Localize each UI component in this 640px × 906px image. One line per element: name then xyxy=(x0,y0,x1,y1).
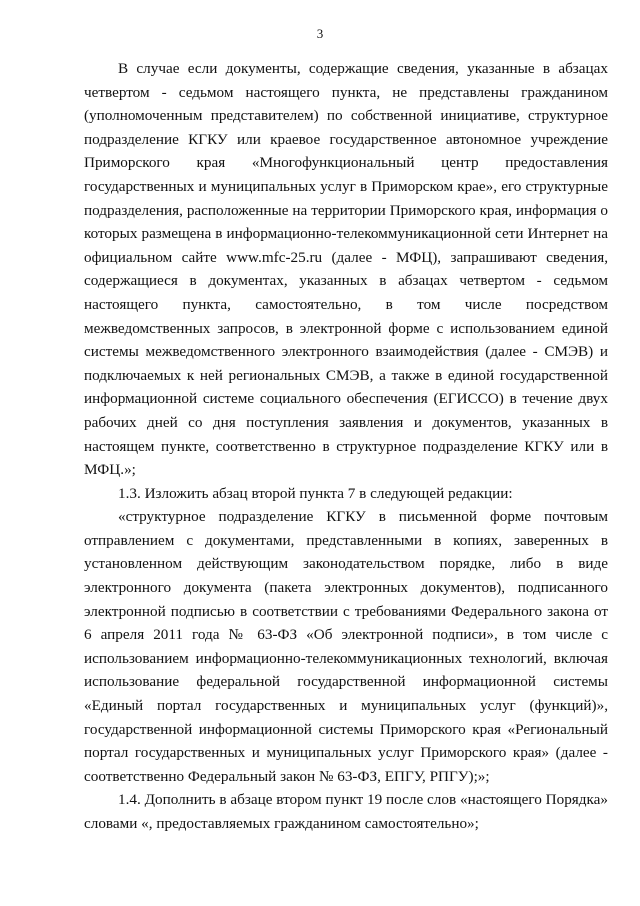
paragraph-mfc-request: В случае если документы, содержащие сведения, указанные в абзацах четвертом - седьмом настоящего пункта, не представлены гражданином (уполномоченным представителем) по собственной инициативе, структурное подразделение КГКУ или краевое государственное автономное учреждение Приморского края «Многофункциональный центр предоставления государственных и муниципальных услуг в Приморском крае», его структурные подразделения, расположенные на территории Приморского края, информация о которых размещена в информационно-телекоммуникационной сети Интернет на официальном сайте www.mfc-25.ru (далее - МФЦ), запрашивают сведения, содержащиеся в документах, указанных в абзацах четвертом - седьмом настоящего пункта, самостоятельно, в том числе посредством межведомственных запросов, в электронной форме с использованием единой системы межведомственного электронного взаимодействия (далее - СМЭВ) и подключаемых к ней региональных СМЭВ, а также в единой государственной информационной системе социального обеспечения (ЕГИССО) в течение двух рабочих дней со дня поступления заявления и документов, указанных в настоящем пункте, соответственно в структурное подразделение КГКУ или в МФЦ.»; xyxy=(84,60,608,479)
document-body xyxy=(84,57,608,836)
paragraph-1-3-heading: 1.3. Изложить абзац второй пункта 7 в следующей редакции: xyxy=(118,484,513,502)
page-number: 3 xyxy=(316,26,324,41)
paragraph-1-3-text: «структурное подразделение КГКУ в письменной форме почтовым отправлением с документами, представленными в копиях, заверенных в установленном действующим законодательством порядке, либо в виде электронного документа (пакета электронных документов), подписанного электронной подписью в соответствии с требованиями Федерального закона от 6 апреля 2011 года № 63-ФЗ «Об электронной подписи», в том числе с использованием информационно-телекоммуникационных технологий, включая использование федеральной государственной информационной системы «Единый портал государственных и муниципальных услуг (функций)», государственной информационной системы Приморского края «Региональный портал государственных и муниципальных услуг Приморского края» (далее - соответственно Федеральный закон № 63-ФЗ, ЕПГУ, РПГУ);»; xyxy=(84,508,608,785)
paragraph-1-4: 1.4. Дополнить в абзаце втором пункт 19 после слов «настоящего Порядка» словами «, предоставляемых гражданином самостоятельно»; xyxy=(84,791,608,832)
